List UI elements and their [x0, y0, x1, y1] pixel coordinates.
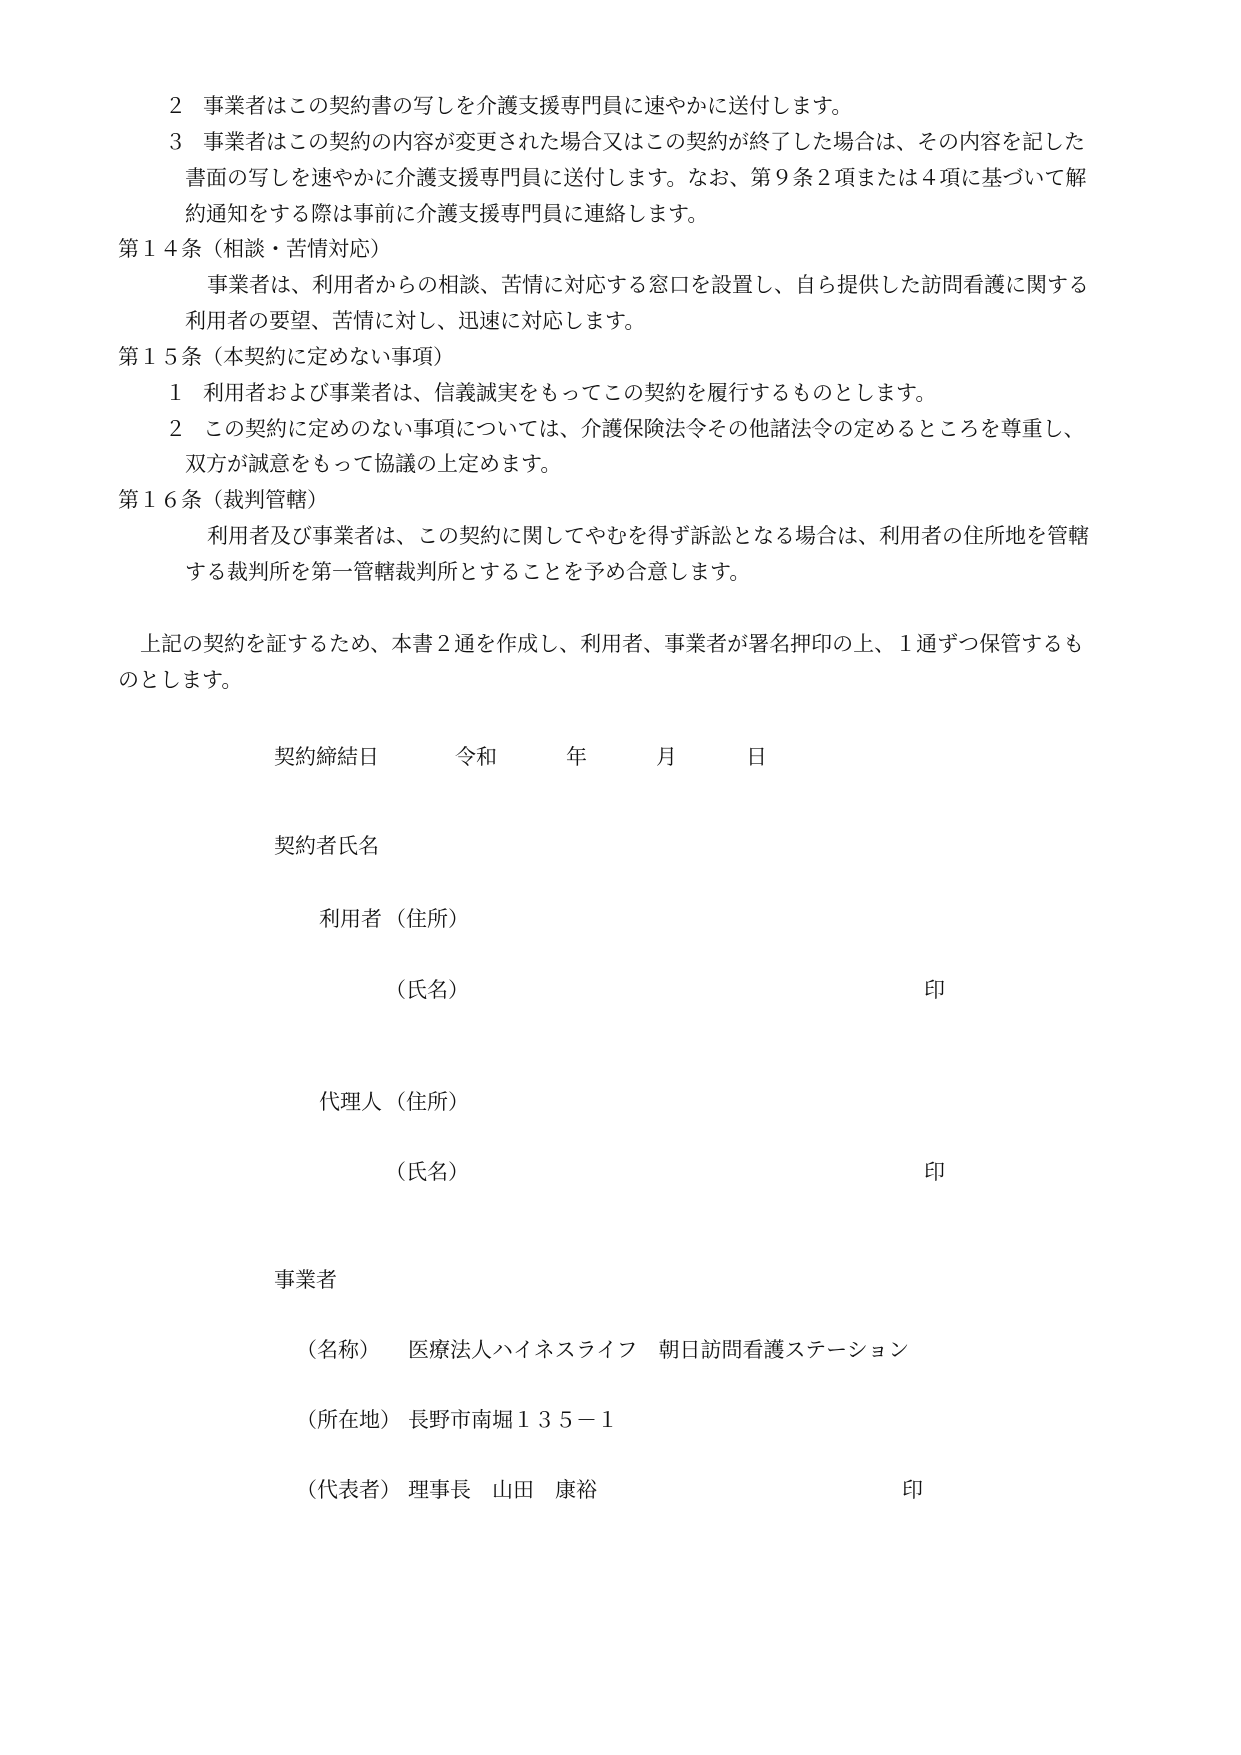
item-number: ３: [165, 130, 186, 154]
business-seal: 印: [902, 1478, 923, 1502]
business-rep-value: 理事長 山田 康裕: [408, 1478, 597, 1502]
user-name-label: （氏名）: [385, 978, 469, 1002]
article14-heading: 第１４条（相談・苦情対応）: [118, 237, 391, 261]
agent-address-label: （住所）: [385, 1090, 469, 1114]
item-number: ２: [165, 94, 186, 118]
article13-item3-line1: [165, 127, 1085, 157]
article13-item2: [165, 91, 852, 121]
user-label: 利用者: [319, 907, 382, 931]
business-name-value: 医療法人ハイネスライフ 朝日訪問看護ステーション: [408, 1338, 910, 1362]
article14-line2: 利用者の要望、苦情に対し、迅速に対応します。: [185, 309, 646, 333]
closing-line1: 上記の契約を証するため、本書２通を作成し、利用者、事業者が署名押印の上、１通ずつ保管するも: [140, 632, 1085, 656]
item-text: 事業者はこの契約の内容が変更された場合又はこの契約が終了した場合は、その内容を記した: [203, 130, 1085, 154]
contractors-label: 契約者氏名: [274, 834, 379, 858]
article16-heading: 第１６条（裁判管轄）: [118, 488, 328, 512]
agent-label: 代理人: [319, 1090, 382, 1114]
article13-item3-line2: 書面の写しを速やかに介護支援専門員に送付します。なお、第９条２項または４項に基づいて解: [185, 166, 1087, 190]
article15-item2-line1: [165, 414, 1085, 444]
date-day: 日: [746, 745, 767, 769]
article15-item2-line2: 双方が誠意をもって協議の上定めます。: [185, 452, 562, 476]
article16-line1: 利用者及び事業者は、この契約に関してやむを得ず訴訟となる場合は、利用者の住所地を管轄: [207, 524, 1089, 548]
business-name-label: （名称）: [296, 1338, 380, 1362]
closing-line2: のとします。: [118, 668, 243, 692]
article13-item3-line3: 約通知をする際は事前に介護支援専門員に連絡します。: [185, 202, 709, 226]
business-rep-label: （代表者）: [296, 1478, 401, 1502]
date-year: 年: [566, 745, 587, 769]
item-number: １: [165, 381, 186, 405]
date-month: 月: [656, 745, 677, 769]
article14-line1: 事業者は、利用者からの相談、苦情に対応する窓口を設置し、自ら提供した訪問看護に関する: [207, 273, 1089, 297]
user-address-label: （住所）: [385, 907, 469, 931]
article15-heading: 第１５条（本契約に定めない事項）: [118, 345, 454, 369]
business-location-label: （所在地）: [296, 1408, 401, 1432]
item-text: 利用者および事業者は、信義誠実をもってこの契約を履行するものとします。: [203, 381, 937, 405]
date-label: 契約締結日: [274, 745, 379, 769]
agent-seal: 印: [924, 1160, 945, 1184]
item-text: この契約に定めのない事項については、介護保険法令その他諸法令の定めるところを尊重し、: [203, 417, 1085, 441]
date-era: 令和: [455, 745, 497, 769]
business-label: 事業者: [274, 1268, 337, 1292]
article15-item1: [165, 378, 936, 408]
item-text: 事業者はこの契約書の写しを介護支援専門員に速やかに送付します。: [203, 94, 853, 118]
item-number: ２: [165, 417, 186, 441]
article16-line2: する裁判所を第一管轄裁判所とすることを予め合意します。: [185, 560, 751, 584]
business-location-value: 長野市南堀１３５－１: [408, 1408, 618, 1432]
agent-name-label: （氏名）: [385, 1160, 469, 1184]
user-seal: 印: [924, 978, 945, 1002]
